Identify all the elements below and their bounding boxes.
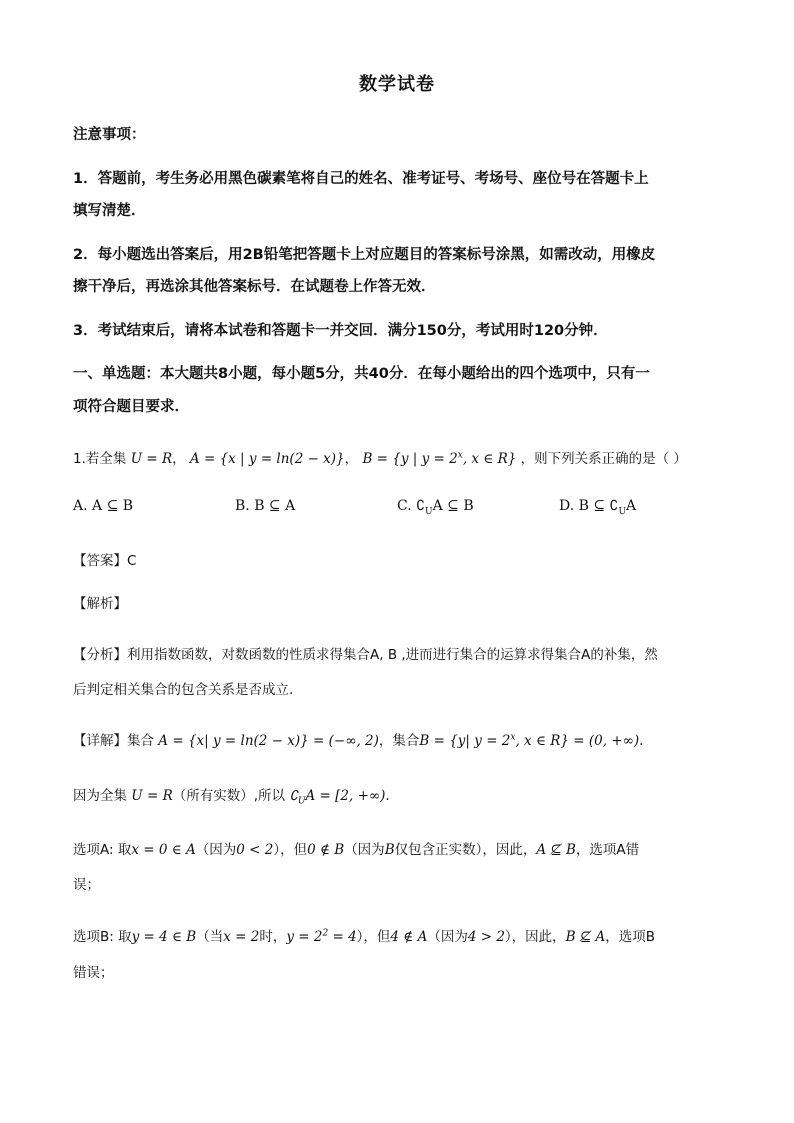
option-b-analysis-line-2: 错误； [73,965,114,981]
notice-2-line-2: 擦干净后，再选涂其他答案标号．在试题卷上作答无效． [73,279,436,295]
set-a: A = {x | y = ln(2 − x)} [189,451,345,467]
option-c: C. $∁_UA$ ⊆ B [397,498,474,517]
option-b-analysis-line-1: 选项B: 取y = 4 ∈ B（当x = 2时，$y = 2^2 = 4$），但4 ∉ A（因为4 > 2），因此，B ⊈ A，选项B [73,928,656,945]
complement-line: 因为全集 U = R（所有实数）,所以 $∁_UA = [2$, +∞). [73,788,390,807]
section-heading-line-2: 项符合题目要求． [73,399,189,415]
notice-1-line-1: 1．答题前，考生务必用黑色碳素笔将自己的姓名、准考证号、考场号、座位号在答题卡上 [73,171,649,187]
question-prefix: 1.若全集 [73,451,127,467]
page-title: 数学试卷 [359,74,435,95]
option-a-analysis-line-1: 选项A: 取x = 0 ∈ A（因为0 < 2），但0 ∉ B（因为B仅包含正实数），因此，A ⊈ B，选项A错 [73,842,640,858]
detail-line: 【详解】集合 A = {x| y = ln(2 − x)} = (−∞, 2)，集合B = {y| $y = 2^x$, x ∈ R} = (0, +∞). [73,732,644,749]
question-suffix: ，则下列关系正确的是（ ） [520,451,687,467]
set-u: U = R [130,451,173,467]
option-a: A. A ⊆ B [73,498,134,514]
complement-expression: $∁_UA = [2$, +∞) [289,788,386,807]
notice-heading: 注意事项： [73,127,146,143]
set-a-expression: A = {x| y = ln(2 − x)} = (−∞, 2) [158,733,379,749]
set-b: B = {y | $y = 2^x$, x ∈ R} [362,450,517,467]
option-a-analysis-line-2: 误； [73,877,100,893]
answer: 【答案】C [73,553,137,569]
analysis-heading: 【解析】 [73,596,127,612]
set-b-expression: B = {y| $y = 2^x$, x ∈ R} = (0, +∞) [419,732,640,749]
fenxi-line-1: 【分析】利用指数函数，对数函数的性质求得集合A, B ,进而进行集合的运算求得集合A的补集，然 [73,647,658,663]
fenxi-line-2: 后判定相关集合的包含关系是否成立. [73,682,294,698]
question-1-stem: 1.若全集 U = R， A = {x | y = ln(2 − x)}， B = {y | $y = 2^x$, x ∈ R} ，则下列关系正确的是（ ） [73,450,687,467]
notice-1-line-2: 填写清楚． [73,203,146,219]
notice-2-line-1: 2．每小题选出答案后，用2B铅笔把答题卡上对应题目的答案标号涂黑，如需改动，用橡皮 [73,247,656,263]
notice-3: 3．考试结束后，请将本试卷和答题卡一并交回．满分150分，考试用时120分钟． [73,323,608,339]
section-heading-line-1: 一、单选题：本大题共8小题，每小题5分，共40分．在每小题给出的四个选项中，只有一 [73,366,650,382]
option-b: B. B ⊆ A [235,498,296,514]
option-d: D. B ⊆ $∁_UA$ [559,498,637,517]
